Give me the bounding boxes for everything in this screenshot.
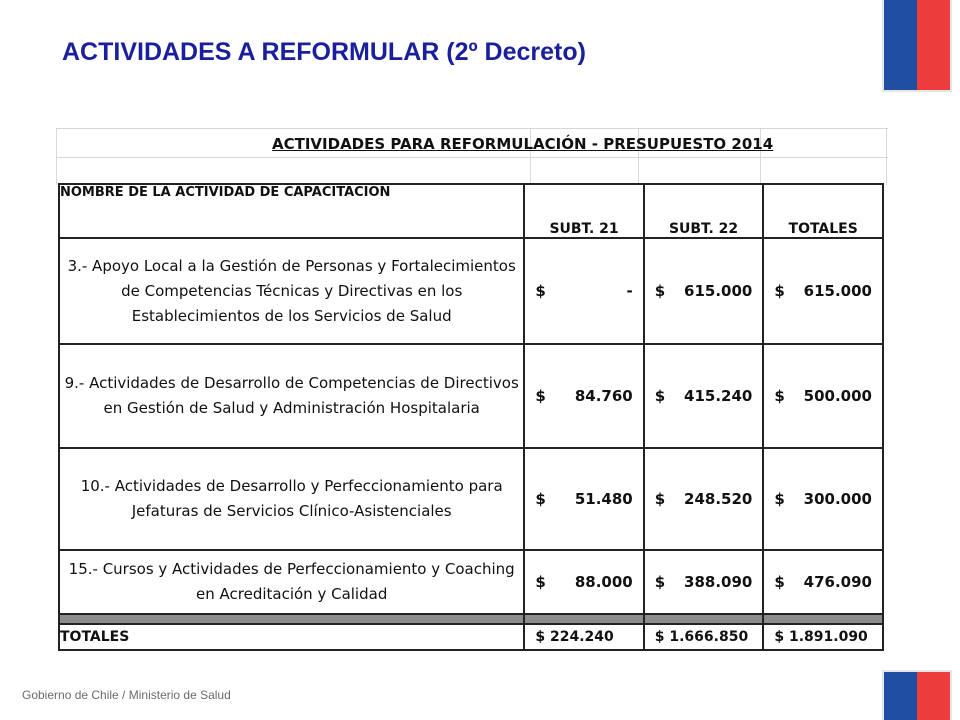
activity-name: 10.- Actividades de Desarrollo y Perfeccionamiento para Jefaturas de Servicios Clínico-Asistenciales [59, 448, 524, 550]
currency-symbol: $ [774, 573, 785, 591]
total-cell [763, 344, 883, 448]
subt21-cell [524, 448, 643, 550]
currency-symbol: $ [774, 387, 785, 405]
total-cell [763, 448, 883, 550]
chile-flag-logo-top [884, 0, 950, 90]
subt22-cell [644, 550, 764, 614]
subt21-value: 51.480 [574, 490, 633, 508]
separator-cell [524, 614, 643, 624]
footer-text: Gobierno de Chile / Ministerio de Salud [22, 688, 231, 702]
subt22-value: 248.520 [684, 490, 753, 508]
activity-name: 9.- Actividades de Desarrollo de Competencias de Directivos en Gestión de Salud y Administración Hospitalaria [59, 344, 524, 448]
table-row [59, 238, 883, 344]
chile-flag-logo-bottom [884, 672, 950, 720]
separator-cell [763, 614, 883, 624]
separator-cell [59, 614, 524, 624]
subt22-value: 388.090 [684, 573, 753, 591]
subt22-cell [644, 448, 764, 550]
separator-row [59, 614, 883, 624]
subt21-cell [524, 344, 643, 448]
totals-subt21: $ 224.240 [524, 624, 643, 650]
currency-symbol: $ [535, 490, 546, 508]
table-row [59, 344, 883, 448]
header-totales: TOTALES [763, 184, 883, 238]
subt21-value: 88.000 [574, 573, 633, 591]
subt21-value: - [626, 282, 633, 300]
gridline [56, 157, 888, 158]
slide-title: ACTIVIDADES A REFORMULAR (2º Decreto) [62, 38, 586, 66]
flag-red-stripe [917, 0, 950, 90]
subt21-value: 84.760 [574, 387, 633, 405]
total-value: 476.090 [803, 573, 872, 591]
subt21-cell [524, 550, 643, 614]
totals-total: $ 1.891.090 [763, 624, 883, 650]
total-cell [763, 238, 883, 344]
totals-subt22: $ 1.666.850 [644, 624, 764, 650]
currency-symbol: $ [654, 490, 666, 508]
table-header-row [59, 184, 883, 238]
table-row [59, 550, 883, 614]
currency-symbol: $ [654, 573, 666, 591]
subt21-cell [524, 238, 643, 344]
table-row [59, 448, 883, 550]
activity-name: 3.- Apoyo Local a la Gestión de Personas y Fortalecimientos de Competencias Técnicas y Directivas en los Establecimientos de los Servicios de Salud [59, 238, 524, 344]
budget-table [58, 183, 884, 651]
totals-label: TOTALES [59, 624, 524, 650]
currency-symbol: $ [774, 490, 785, 508]
currency-symbol: $ [535, 387, 546, 405]
flag-blue-stripe [884, 672, 917, 720]
total-value: 500.000 [803, 387, 872, 405]
sheet-heading: ACTIVIDADES PARA REFORMULACIÓN - PRESUPUESTO 2014 [272, 135, 774, 153]
flag-blue-stripe [884, 0, 917, 90]
header-subt22: SUBT. 22 [644, 184, 764, 238]
currency-symbol: $ [774, 282, 785, 300]
subt22-cell [644, 344, 764, 448]
total-value: 615.000 [803, 282, 872, 300]
currency-symbol: $ [654, 387, 666, 405]
spreadsheet-image [56, 128, 888, 657]
separator-cell [644, 614, 764, 624]
total-cell [763, 550, 883, 614]
currency-symbol: $ [535, 573, 546, 591]
subt22-value: 615.000 [684, 282, 753, 300]
header-subt21: SUBT. 21 [524, 184, 643, 238]
activity-name: 15.- Cursos y Actividades de Perfeccionamiento y Coaching en Acreditación y Calidad [59, 550, 524, 614]
flag-red-stripe [917, 672, 950, 720]
header-activity-name: NOMBRE DE LA ACTIVIDAD DE CAPACITACION [59, 184, 524, 238]
subt22-cell [644, 238, 764, 344]
subt22-value: 415.240 [684, 387, 753, 405]
currency-symbol: $ [654, 282, 666, 300]
total-value: 300.000 [803, 490, 872, 508]
totals-row [59, 624, 883, 650]
currency-symbol: $ [535, 282, 546, 300]
